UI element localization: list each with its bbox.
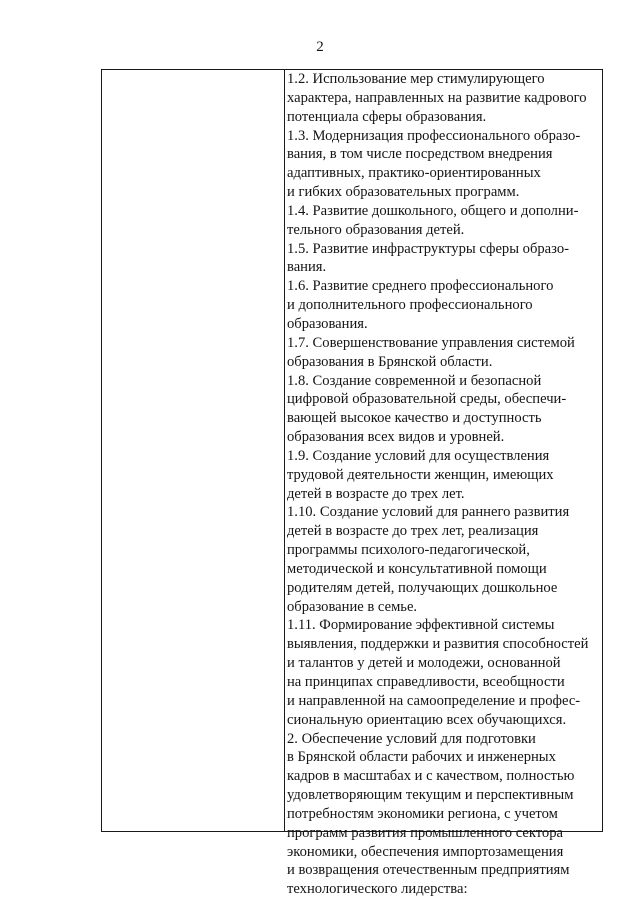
text-line: 1.4. Развитие дошкольного, общего и дополни- [287,202,579,219]
text-line: образования. [287,315,368,332]
text-line: 2. Обеспечение условий для подготовки [287,730,536,747]
text-line: родителям детей, получающих дошкольное [287,579,558,596]
text-line: выявления, поддержки и развития способностей [287,636,589,653]
text-line: 1.11. Формирование эффективной системы [287,617,555,634]
text-line: кадров в масштабах и с качеством, полностью [287,768,575,785]
text-line: цифровой образовательной среды, обеспечи- [287,391,567,408]
text-line: и гибких образовательных программ. [287,184,520,201]
text-line: и дополнительного профессионального [287,297,533,314]
text-line: трудовой деятельности женщин, имеющих [287,466,554,483]
text-line: экономики, обеспечения импортозамещения [287,843,564,860]
text-line: технологического лидерства: [287,881,468,898]
text-line: потенциала сферы образования. [287,108,487,125]
text-line: и талантов у детей и молодежи, основанной [287,655,561,672]
text-line: в Брянской области рабочих и инженерных [287,749,556,766]
text-line: программ развития промышленного сектора [287,824,564,841]
text-line: потребностям экономики региона, с учетом [287,805,558,822]
text-line: 1.10. Создание условий для раннего развития [287,504,570,521]
text-line: сиональную ориентацию всех обучающихся. [287,711,567,728]
page-number: 2 [316,39,324,55]
table-left-cell [102,70,285,831]
text-line: образования всех видов и уровней. [287,429,505,446]
text-line: образование в семье. [287,598,418,615]
text-line: 1.9. Создание условий для осуществления [287,447,550,464]
table-right-cell [287,70,603,898]
text-line: и возвращения отечественным предприятиям [287,862,570,879]
text-line: характера, направленных на развитие кадрового [287,89,587,106]
text-line: вания. [287,259,327,276]
text-line: 1.2. Использование мер стимулирующего [287,71,545,87]
text-line: удовлетворяющим текущим и перспективным [287,787,574,804]
text-line: образования в Брянской области. [287,353,493,370]
text-line: программы психолого-педагогической, [287,542,530,559]
text-line: 1.6. Развитие среднего профессионального [287,278,554,295]
text-line: и направленной на самоопределение и профес- [287,692,581,709]
text-line: детей в возрасте до трех лет, реализация [287,523,539,540]
text-line: вания, в том числе посредством внедрения [287,146,553,163]
text-line: вающей высокое качество и доступность [287,410,542,427]
text-line: детей в возрасте до трех лет. [287,485,465,502]
text-line: 1.3. Модернизация профессионального образо- [287,127,581,144]
text-line: методической и консультативной помощи [287,560,547,577]
text-line: на принципах справедливости, всеобщности [287,674,565,690]
text-line: 1.7. Совершенствование управления системой [287,334,575,351]
text-line: тельного образования детей. [287,221,465,238]
text-line: адаптивных, практико-ориентированных [287,165,541,182]
document-table [101,69,603,898]
text-line: 1.5. Развитие инфраструктуры сферы образо- [287,240,569,257]
text-line: 1.8. Создание современной и безопасной [287,372,542,389]
